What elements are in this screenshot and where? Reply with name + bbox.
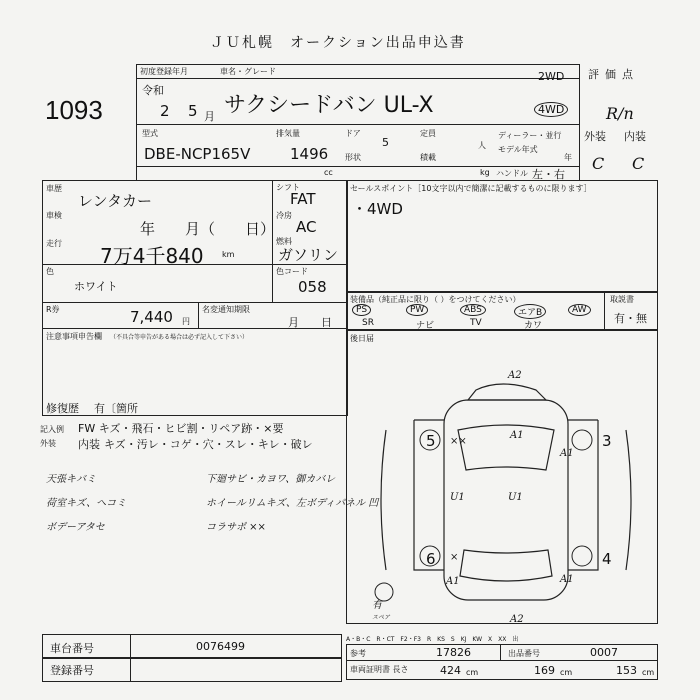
handwritten-note-5: コラサポ ×× <box>206 522 266 533</box>
doors-value: 5 <box>382 136 389 149</box>
caution-sub: （不具合等申告がある場合は必ず記入して下さい） <box>110 334 249 341</box>
interior-label: 内装 <box>624 130 646 143</box>
equipment-item-1: PW <box>406 304 428 316</box>
ref-label: 参考 <box>350 649 366 658</box>
registration-box <box>136 64 580 181</box>
diagram-mark-8: 有 <box>372 600 382 611</box>
legend-row-1: FW キズ・飛石・ヒビ割・リペア跡・×要 <box>78 422 284 435</box>
ac-label: 冷房 <box>276 211 292 220</box>
color-code-value: 058 <box>298 278 327 296</box>
mileage-label: 走行 <box>46 239 62 248</box>
width-value: 169 <box>534 664 555 677</box>
lot-number: 1093 <box>45 95 103 125</box>
handwritten-note-4: ホイールリムキズ、左ボディパネル 凹 <box>206 498 379 509</box>
caution-label: 注意事項申告欄 <box>46 332 102 341</box>
height-unit: cm <box>642 668 655 677</box>
wheel-label-0: 5 <box>426 432 436 450</box>
recycle-label: R券 <box>46 305 60 314</box>
chassis-value: 0076499 <box>196 640 245 653</box>
year-unit: 年 <box>564 153 572 162</box>
legend-title: 記入例 <box>40 425 64 434</box>
ac-value: AC <box>296 218 317 236</box>
sales-points-value: ・4WD <box>352 200 403 218</box>
handle-value: 左・右 <box>532 168 565 181</box>
legend-int-label: 内装 <box>78 438 100 451</box>
diagram-mark-1: A1 <box>510 430 524 441</box>
equipment-item-sub-1: ナビ <box>416 321 435 331</box>
car-name: サクシードバン UL-X <box>224 93 434 118</box>
exhibit-value: 0007 <box>590 646 618 659</box>
diagram-mark-4: U1 <box>508 492 523 503</box>
handle-label: ハンドル <box>496 169 528 178</box>
diagram-mark-3: U1 <box>450 492 465 503</box>
history-label: 車歴 <box>46 184 62 193</box>
shift-label: シフト <box>276 183 300 192</box>
load-label: 積載 <box>420 153 436 162</box>
yen-unit: 円 <box>182 317 190 326</box>
capacity-label: 定員 <box>420 129 436 138</box>
manual-label: 取説書 <box>610 295 634 304</box>
width-unit: cm <box>560 668 573 677</box>
repair-label: 修復歴 <box>46 402 79 415</box>
doors-label: ドア <box>345 129 361 138</box>
cc-unit: cc <box>324 168 333 177</box>
registration-label: 初度登録年月 <box>140 67 188 76</box>
registration-year: 2 <box>160 102 170 120</box>
km-unit: km <box>222 250 235 259</box>
sales-points-label: セールスポイント［10文字以内で簡潔に記載するものに限ります］ <box>350 184 592 193</box>
diagram-mark-5: A1 <box>446 576 460 587</box>
manual-value: 有・無 <box>614 312 647 325</box>
recycle-value: 7,440 <box>130 308 173 326</box>
diagram-mark-9: スペア <box>372 614 391 621</box>
wheel-label-3: 4 <box>602 550 612 568</box>
color-value: ホワイト <box>74 280 118 293</box>
capacity-unit: 人 <box>478 141 486 150</box>
car-diagram <box>346 360 658 624</box>
shape-label: 形状 <box>345 153 361 162</box>
history-value: レンタカー <box>78 192 153 210</box>
dealer-label: ディーラー・並行 <box>498 131 562 140</box>
equipment-item-sub-2: TV <box>470 318 482 328</box>
dims-label: 車両証明書 長さ <box>350 665 409 674</box>
exterior-label: 外装 <box>584 130 606 143</box>
legend-ext: 外装 <box>40 439 56 448</box>
registration-month: 5 <box>188 102 198 120</box>
era: 令和 <box>142 84 164 97</box>
kg-unit: kg <box>480 168 490 177</box>
shift-value: FAT <box>290 190 316 208</box>
diagram-mark-7: A2 <box>510 614 524 625</box>
length-value: 424 <box>440 664 461 677</box>
inspection-value: 年 月（ 日） <box>140 220 276 238</box>
plate-label: 登録番号 <box>50 664 94 677</box>
drive-4wd: 4WD <box>534 102 568 117</box>
wheel-label-1: 3 <box>602 432 612 450</box>
history-box <box>42 180 348 416</box>
form-title: ＪＵ札幌 オークション出品申込書 <box>210 35 466 51</box>
notice-label: 名変通知期限 <box>202 305 250 314</box>
notice-value: 月 日 <box>288 316 332 329</box>
color-code-label: 色コード <box>276 267 308 276</box>
interior-grade: C <box>632 154 645 173</box>
exterior-grade: C <box>592 154 605 173</box>
wheel-mark-0: ×× <box>450 436 467 447</box>
car-name-label: 車名・グレード <box>220 67 276 76</box>
grade-label: 評価点 <box>588 68 639 81</box>
diagram-mark-6: A1 <box>560 574 574 585</box>
sales-points-box <box>346 180 658 292</box>
handwritten-note-0: 天張キバミ <box>46 474 96 485</box>
repair-value: 有〔箇所 <box>94 402 138 415</box>
exhibit-label: 出品番号 <box>508 649 540 658</box>
equipment-label: 装備品（純正品に限り（ ）をつけてください） <box>350 295 521 304</box>
length-unit: cm <box>466 668 479 677</box>
equipment-item-sub-0: SR <box>362 318 374 328</box>
model-value: DBE-NCP165V <box>144 145 251 163</box>
handwritten-note-1: 荷室キズ、ヘコミ <box>46 498 127 509</box>
model-label: 型式 <box>142 129 158 138</box>
equipment-item-0: PS <box>352 304 371 316</box>
equipment-item-4: AW <box>568 304 591 316</box>
wheel-label-2: 6 <box>426 550 436 568</box>
displacement-value: 1496 <box>290 145 329 163</box>
wheel-mark-1: × <box>450 552 459 563</box>
equipment-item-2: ABS <box>460 304 486 316</box>
height-value: 153 <box>616 664 637 677</box>
legend-row-2: キズ・汚レ・コゲ・穴・スレ・キレ・破レ <box>104 438 313 451</box>
equipment-item-3: エアB <box>514 304 546 319</box>
chassis-label: 車台番号 <box>50 642 94 655</box>
drive-2wd: 2WD <box>538 70 565 83</box>
equipment-item-sub-3: カワ <box>524 321 543 331</box>
month-unit: 月 <box>204 110 215 123</box>
ref-strip: A・B・C R・CT F2・F3 R KS S KJ KW X XX 出 <box>346 636 519 643</box>
diagram-mark-2: A1 <box>560 448 574 459</box>
handwritten-note-2: ボデーアタセ <box>46 522 105 533</box>
inspection-label: 車検 <box>46 211 62 220</box>
color-label: 色 <box>46 267 54 276</box>
after-report-label: 後日届 <box>350 334 374 343</box>
diagram-mark-0: A2 <box>508 370 522 381</box>
mileage-value: 7万4千840 <box>100 244 204 268</box>
fuel-value: ガソリン <box>278 246 339 264</box>
grade-score: R/n <box>606 104 634 123</box>
ref-value: 17826 <box>436 646 471 659</box>
handwritten-note-3: 下廻サビ・カヨワ、御カバレ <box>206 474 336 485</box>
displacement-label: 排気量 <box>276 129 300 138</box>
fuel-label: 燃料 <box>276 237 292 246</box>
model-year-label: モデル年式 <box>498 145 538 154</box>
